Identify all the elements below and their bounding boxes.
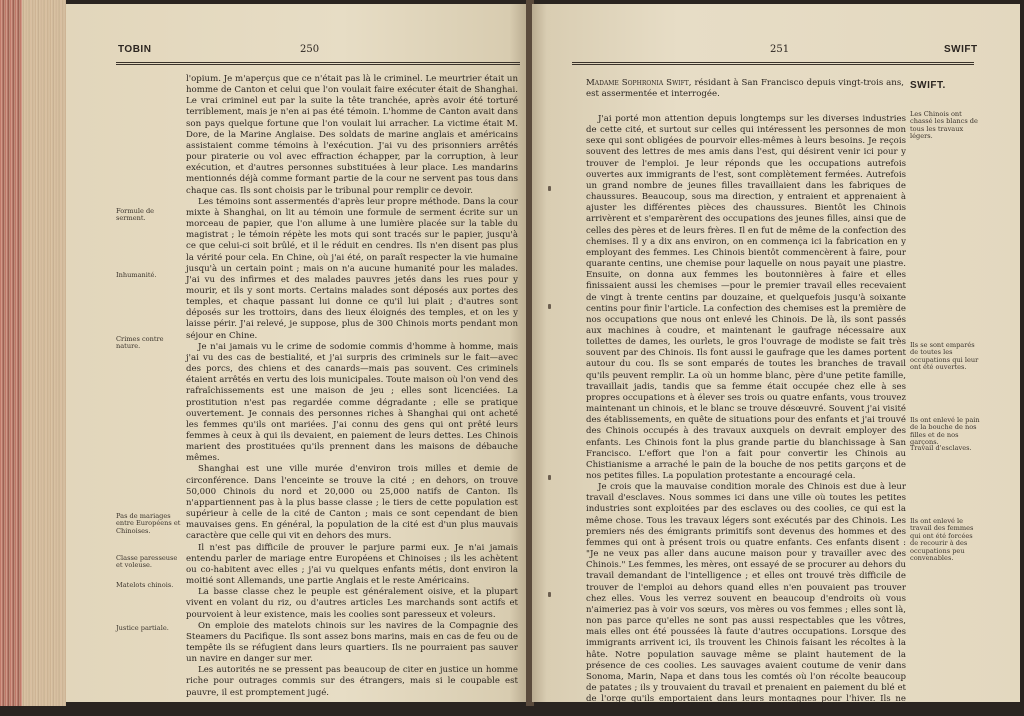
right-page-body [586,114,906,716]
paragraph: Je n'ai jamais vu le crime de sodomie commis d'homme à homme, mais j'ai vu des cas de bestialité, et j'ai surpris des criminels sur le fait—avec des porcs, des chiens et des canards—mais pas souvent. Ces criminels étaient arrêtés en vertu des lois municipales. Toute maison où l'on vend des rafraîchissements est une maison de jeu ; elles sont licenciées. La prostitution n'est pas regardée comme dégradante ; elle se pratique ouvertement. Je connais des personnes riches à Shanghai qui ont acheté les femmes qu'ils ont mariées. J'ai connu des gens qui ont prêté leurs femmes à ceux à qui ils devaient, en paiement de leurs dettes. Les Chinois marient des prostituées qu'ils prennent dans les maisons de débauche mêmes. [186,341,518,464]
paragraph: La basse classe chez le peuple est généralement oisive, et la plupart vivent en volant du riz, ou d'autres articles Les marchands sont actifs et pourvoient à leur existence, mais les coolies sont paresseux et voleurs. [186,587,518,620]
stitch-mark [548,186,551,191]
margin-note: Ils se sont emparés de toutes les occupations qui leur ont été ouvertes. [910,341,979,372]
margin-note: Ils ont enlevé le travail des femmes qui ont été forcées de recourir à des occupations peu convenables. [910,517,974,563]
page-number-right: 251 [770,44,790,55]
stitch-mark [548,475,551,480]
paragraph: On emploie des matelots chinois sur les navires de la Compagnie des Steamers du Pacifique. Ils sont assez bons marins, mais en cas de feu ou de tempête ils se réfugient dans leurs quartiers. Ils ne pourraient pas sauver un navire en danger sur mer. [186,620,518,665]
margin-note: Travail d'esclaves. [910,444,972,452]
margin-note: Ils ont enlevé le pain de la bouche de nos filles et de nos garçons. [910,416,980,447]
margin-note: Les Chinois ont chassé les blancs de tous les travaux légers. [910,110,978,141]
margin-note: Justice partiale. [116,624,169,632]
book-page-stack [22,0,66,706]
margin-note: Matelots chinois. [116,581,174,589]
left-page-body [186,74,518,699]
paragraph: J'ai porté mon attention depuis longtemps sur les diverses industries de cette cité, et surtout sur celles qui intéressent les personnes de mon sexe qui sont obligées de pourvoir elles-mêmes à leurs besoins. Je reçois souvent des lettres de mes amis dans l'est, qui désirent venir ici pour y trouver de l'emploi. Je leur réponds que les occupations autrefois ouvertes aux immigrants de l'est, sont complètement fermées. Autrefois un grand nombre de jeunes filles travaillaient dans les fabriques de chaussures. Beaucoup, sous ma direction, y entraient et apprenaient à ajuster les différentes pièces des chaussures. Bientôt les Chinois arrivèrent et s'emparèrent des occupations des jeunes filles, ainsi que de celles des pères et de leurs frères. Il en fut de même de la confection des chemises. Il y a dix ans environ, on en commença ici la fabrication en y employant des femmes. Les Chinois bientôt commencèrent à faire, pour quarante centins, une chemise pour laquelle on nous payait une piastre. Ensuite, on donna aux femmes les boutonnières à faire et elles finissaient aussi les chemises —pour le premier travail elles recevaient de vingt à trente centins par douzaine, et quelquefois jusqu'à soixante centins pour finir l'article. La confection des chemises est la première de nos occupations que nous ont enlevé les Chinois. De là, ils sont passés aux machines à coudre, et maintenant le gaufrage nécessaire aux toilettes de dames, les ourlets, le gros l'ouvrage de modiste se fait très souvent par des Chinois. Ils font aussi le gaufrage que les dames portent autour du cou. Ils se sont emparés de toutes les branches de travail qu'ils peuvent remplir. La où un homme blanc, père d'une petite famille, travaillait jadis, tandis que sa femme était occupée chez elle à ses propres occupations et à élever ses trois ou quatre enfants, vous trouvez maintenant un chinois, et le blanc se trouve désœuvré. Souvent j'ai visité des établissements, en quête de situations pour des enfants et j'ai trouvé des Chinois occupés à des travaux auxquels on devrait employer des enfants. Les Chinois font la plus grande partie du blanchissage à San Francisco. L'effort que l'on a fait pour convertir les Chinois au Chistianisme a arraché le pain de la bouche de nos petits garçons et de nos petites filles. La population protestante a encouragé cela. [586,114,906,481]
paragraph: l'opium. Je m'aperçus que ce n'était pas là le criminel. Le meurtrier était un homme de Canton et celui que l'on voulait faire exécuter était de Shanghai. Le vrai criminel eut par la suite la tête tranchée, après avoir été torturé terriblement, mais je n'en ai pas été témoin. L'homme de Canton avait dans son pays quelque fortune que l'on voulait lui arracher. La victime était M. Dore, de la Marine Anglaise. Des soldats de marine anglais et américains assistaient comme témoins à l'exécution. J'ai vu des prisonniers arrêtés pour piraterie ou vol avec effraction échapper, par la corruption, à leur exécution, et d'autres personnes substituées à leur place. Les mandarins mentionnés déjà comme formant partie de la cour ne servent pas tous dans chaque cas. Ils sont choisis par le tribunal pour remplir ce devoir. [186,74,518,196]
margin-note: Classe paresseuse et voleuse. [116,554,178,570]
margin-note: Crimes contre nature. [116,335,164,351]
witness-intro-text: , résidant à San Francisco depuis vingt-trois ans, est assermentée et interrogée. [586,78,904,100]
header-rule-left [116,62,520,65]
paragraph: Les autorités ne se pressent pas beaucoup de citer en justice un homme riche pour outrages commis sur des étrangers, mais si le coupable est pauvre, il est promptement jugé. [186,665,518,698]
margin-note: Formule de serment. [116,207,155,223]
header-rule-right [572,62,974,65]
margin-note: Pas de mariages entre Européens et Chinoises. [116,512,181,535]
paragraph: Je crois que la mauvaise condition morale des Chinois est due à leur travail d'esclaves. Nous sommes ici dans une ville où toutes les petites industries sont exploitées par des esclaves ou des coolies, ce qui est la même chose. Tous les travaux légers sont exécutés par des Chinois. Les premiers nés des émigrants primitifs sont devenus des hommes et des femmes qui ont à présent trois ou quatre enfants. Ces enfants disent : "Je ne veux pas aller dans aucune maison pour y travailler avec des Chinois." Les femmes, les mères, ont essayé de se procurer au dehors du travail demandant de l'intelligence ; et elles ont trouvé très difficile de trouver de l'emploi au dehors quand elles n'en pouvaient pas trouver chez elles. Vous les verrez souvent en beaucoup d'endroits où vous n'aimeriez pas à voir vos sœurs, vos mères ou vos femmes ; elles sont là, non pas parce qu'elles ne sont pas aussi respectables que les vôtres, mais elles ont été poussées là faute d'autres occupations. Lorsque des immigrants arrivent ici, ils trouvent les Chinois faisant les récoltes à la hâte. Notre population sauvage même se plaint hautement de la présence de ces coolies. Les sauvages avaient coutume de venir dans Sonoma, Marin, Napa et dans tous les comtés où l'on récolte beaucoup de patates ; ils y trouvaient du travail et prenaient en paiement du blé et de l'orge qu'ils emportaient dans leurs montagnes pour l'hiver. Ils ne peuvent plus obtenir de travail à présent. [586,482,906,716]
margin-note: Inhumanité. [116,271,157,279]
witness-tag: SWIFT. [910,80,946,91]
right-page [532,4,1020,716]
stitch-mark [548,592,551,597]
running-head-left: TOBIN [118,44,152,55]
witness-name: Madame Sophronia Swift [586,78,689,88]
stitch-mark [548,304,551,309]
paragraph: Shanghai est une ville murée d'environ trois milles et demie de circonférence. Dans l'enceinte se trouve la cité ; en dehors, on trouve 50,000 Chinois du nord et 20,000 ou 25,000 natifs de Canton. Ils n'appartiennent pas à la plus basse classe ; le tiers de cette population est supérieur à celle de la cité de Canton ; mais ce sont cependant de bien mauvaises gens. En général, la population de la cité est d'un plus mauvais caractère que celle qui vit en dehors des murs. [186,464,518,542]
page-number-left: 250 [300,44,320,55]
running-head-right: SWIFT [944,44,978,55]
left-page [66,4,528,702]
paragraph: Il n'est pas difficile de prouver le parjure parmi eux. Je n'ai jamais entendu parler de mariage entre Européens et Chinoises ; ils les achètent ou co-habitent avec elles ; j'ai vu quelques enfants métis, dont environ la moitié sont Allemands, une partie Anglais et le reste Américains. [186,542,518,587]
paragraph: Les témoins sont assermentés d'après leur propre méthode. Dans la cour mixte à Shanghai, on lit au témoin une formule de serment écrite sur un morceau de papier, que l'on allume à une lumière placée sur la table du magistrat ; le témoin répète les mots qui sont tracés sur le papier, jusqu'à ce que celui-ci soit brûlé, et il le réduit en cendres. Ils n'en disent pas plus la vérité pour cela. En Chine, où j'ai été, on paraît respecter la vie humaine jusqu'à un certain point ; mais on n'a aucune humanité pour les malades. J'ai vu des infirmes et des malades pauvres jetés dans les rues pour y mourir, et ils y sont morts. Certains malades sont déposés aux portes des temples, et chaque passant lui donne ce qu'il lui plait ; d'autres sont déposés sur les trottoirs, dans des lieux éloignés des temples, et on les y laisse périr. J'ai relevé, je suppose, plus de 300 Chinois morts pendant mon séjour en Chine. [186,196,518,341]
witness-intro [586,78,904,100]
